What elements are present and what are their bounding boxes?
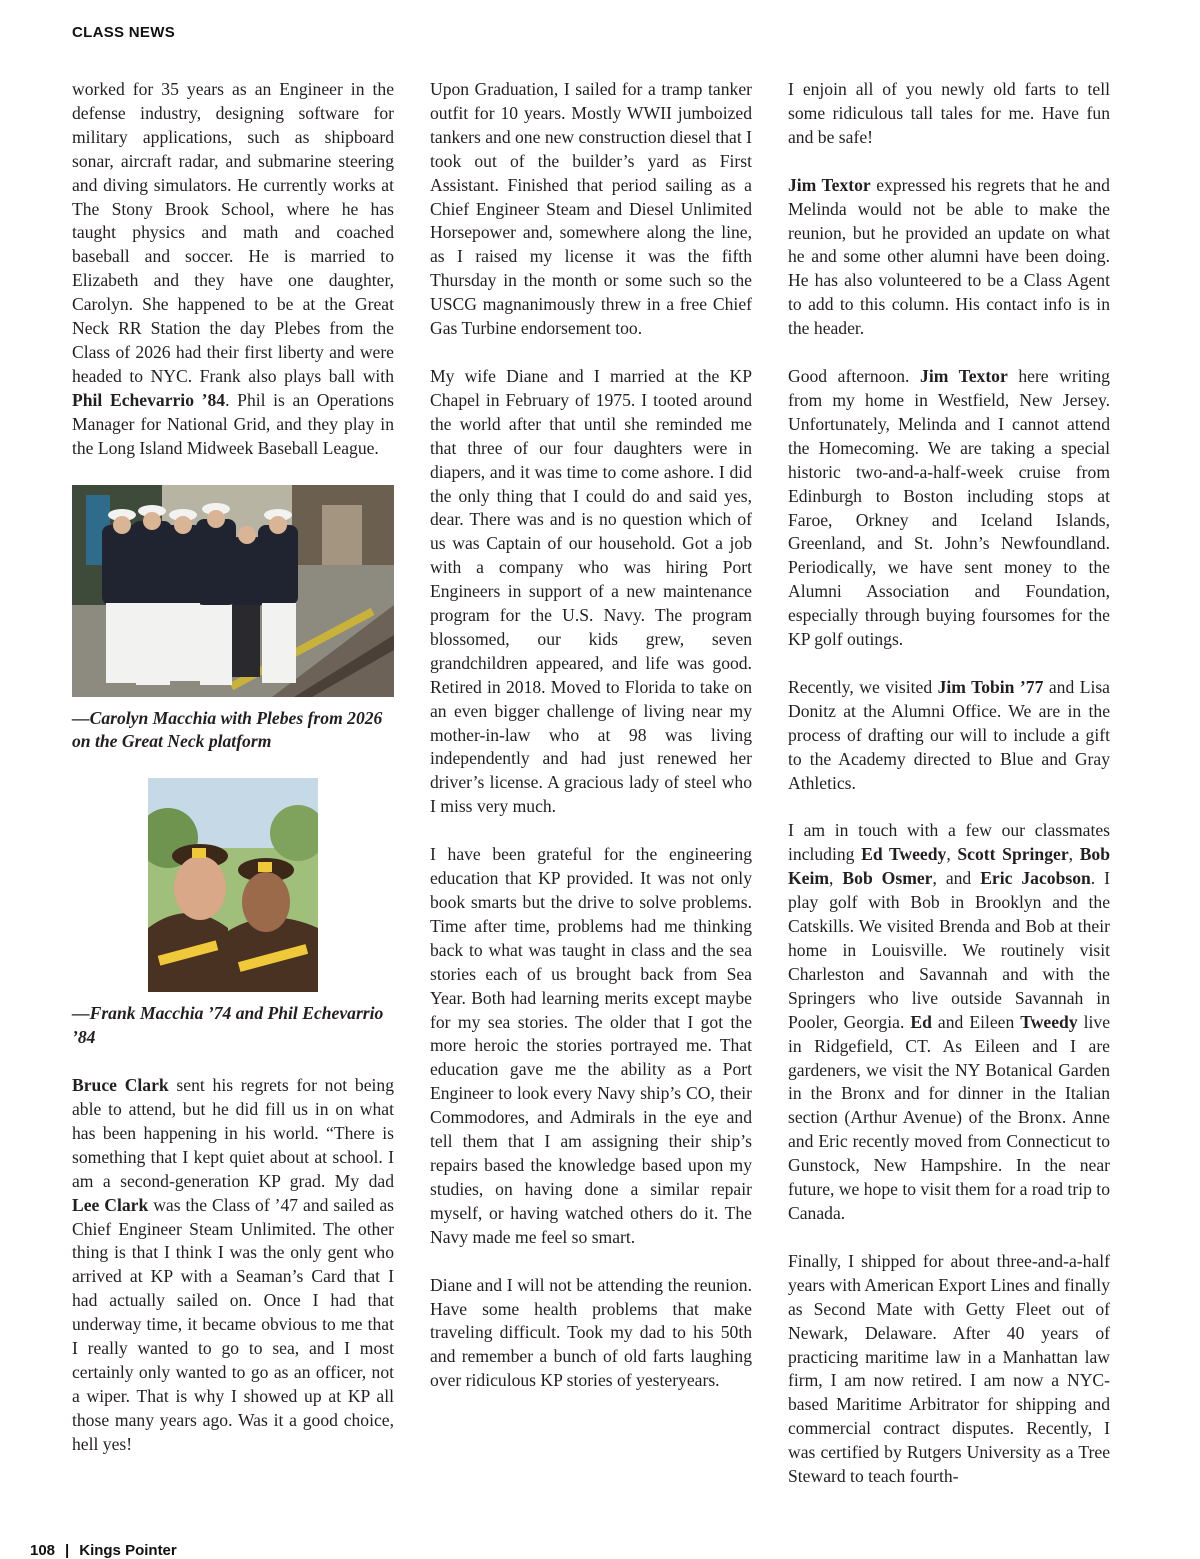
- bold-name: Lee Clark: [72, 1194, 149, 1215]
- paragraph: [788, 819, 1110, 1225]
- text: Good afternoon.: [788, 366, 921, 387]
- bold-name: Bruce Clark: [72, 1075, 169, 1096]
- text: Recently, we visited: [788, 676, 938, 697]
- bold-name: Phil Echevarrio ’84: [72, 389, 226, 410]
- text: here writing from my home in Westfield, New Jersey. Unfortunately, Melinda and I cannot attend the Homecoming. We are taking a special historic two-and-a-half-week cruise from Edinburgh to Boston including stops at Faroe, Orkney and Iceland Islands, Greenland, and St. John’s Newfoundland. Periodically, we have sent money to the Alumni Association and Foundation, especially through buying foursomes for the KP golf outings.: [788, 366, 1110, 650]
- paragraph: [72, 78, 394, 461]
- paragraph: My wife Diane and I married at the KP Chapel in February of 1975. I tooted around the world after that until she reminded me that three of our four daughters were in diapers, and it was time to come ashore. I did the only thing that I could do and said yes, dear. There was and is no question which of us was Captain of our household. Got a job with a company who was hiring Port Engineers in support of a new maintenance program for the U.S. Navy. The program blossomed, our kids grew, seven grandchildren appeared, and life was good. Retired in 2018. Moved to Florida to take on an even bigger challenge of living near my mother-in-law who at 98 was living independently and had just renewed her driver’s license. A gracious lady of steel who I miss very much.: [430, 365, 752, 817]
- paragraph: I have been grateful for the engineering education that KP provided. It was not only book smarts but the drive to solve problems. Time after time, problems had me thinking back to what was taught in class and the sea stories each of us brought back from Sea Year. Both had learning merits except maybe for my sea stories. The older that I got the more heroic the stories portrayed me. That education gave me the ability as a Port Engineer to look every Navy ship’s CO, their Commodores, and Admirals in the eye and tell them that I am assigning their ship’s repairs based the knowledge based upon my studies, on having done a similar repair myself, or having watched others do it. The Navy made me feel so smart.: [430, 844, 752, 1247]
- text: sent his regrets for not being able to attend, but he did fill us in on what has been happening in his world. “There is something that I kept quiet about at school. I am a second-generation KP grad. My dad: [72, 1075, 394, 1191]
- bold-name: Jim Tobin ’77: [937, 676, 1044, 697]
- photo-caption: —Frank Macchia ’74 and Phil Echevarrio ’84: [72, 1003, 384, 1048]
- text: live in Ridgefield, CT. As Eileen and I are gardeners, we visit the NY Botanical Garden in the Bronx and for dinner in the Italian section (Arthur Avenue) of the Bronx. Anne and Eric recently moved from Connecticut to Gunstock, New Hampshire. In the near future, we hope to visit them for a road trip to Canada.: [788, 1011, 1111, 1223]
- text: was the Class of ’47 and sailed as Chief Engineer Steam Unlimited. The other thing is that I think I was the only gent who arrived at KP with a Seaman’s Card that I had actually sailed on. Once I had that underway time, it became obvious to me that I really wanted to go to sea, and I most certainly only wanted to go as an officer, not a wiper. That is why I showed up at KP all those many years ago. Was it a good choice, hell yes!: [72, 1194, 394, 1454]
- text: and Lisa Donitz at the Alumni Office. We are in the process of drafting our will to include a gift to the Academy directed to Blue and Gray Athletics.: [788, 676, 1110, 793]
- column-2: [430, 78, 752, 1417]
- bold-name: Bob Osmer: [842, 868, 933, 889]
- paragraph: [788, 365, 1110, 652]
- bold-name: Eric Jacobson: [980, 868, 1091, 889]
- paragraph: [788, 174, 1110, 341]
- paragraph: Diane and I will not be attending the reunion. Have some health problems that make traveling difficult. Took my dad to his 50th and remember a bunch of old farts laughing over ridiculous KP stories of yesteryears.: [430, 1274, 752, 1391]
- photo-padres-image: [148, 778, 318, 992]
- bold-name: Jim Textor: [788, 174, 871, 195]
- bold-name: Tweedy: [1020, 1011, 1078, 1032]
- column-3: [788, 78, 1110, 1513]
- text: I am in touch with a few our classmates including: [788, 820, 1110, 865]
- text: and Eileen: [931, 1011, 1021, 1032]
- text: expressed his regrets that he and Melinda would not be able to make the reunion, but he provided an update on what he and some other alumni have been doing. He has also volunteered to be a Class Agent to add to this column. His contact info is in the header.: [788, 174, 1110, 339]
- bold-name: Ed Tweedy: [861, 844, 947, 865]
- text: ,: [1068, 844, 1080, 865]
- text: ,: [829, 868, 843, 889]
- page-footer: [30, 1542, 177, 1559]
- paragraph: Upon Graduation, I sailed for a tramp tanker outfit for 10 years. Mostly WWII jumboized tankers and one new construction diesel that I took out of the builder’s yard as First Assistant. Finished that period sailing as a Chief Engineer Steam and Diesel Unlimited Horsepower and, somewhere along the line, as I raised my license it was the fifth Thursday in the month or some such so the USCG magnanimously threw in a free Chief Gas Turbine endorsement too.: [430, 79, 752, 339]
- page-number: 108: [30, 1542, 56, 1559]
- paragraph: [788, 676, 1110, 796]
- text: worked for 35 years as an Engineer in the defense industry, designing software for military applications, such as shipboard sonar, aircraft radar, and submarine steering and diving simulators. He currently works at The Stony Brook School, where he has taught physics and math and coached baseball and soccer. He is married to Elizabeth and they have one daughter, Carolyn. She happened to be at the Great Neck RR Station the day Plebes from the Class of 2026 had their first liberty and were headed to NYC. Frank also plays ball with: [72, 79, 394, 386]
- text: ,: [946, 844, 958, 865]
- paragraph: [72, 1074, 394, 1457]
- paragraph: Finally, I shipped for about three-and-a-half years with American Export Lines and finally as Second Mate with Getty Fleet out of Newark, Delaware. After 40 years of practicing maritime law in a Manhattan law firm, I am now retired. I am now a NYC-based Maritime Arbitrator for shipping and commercial contract disputes. Recently, I was certified by Rutgers University as a Tree Steward to teach fourth-: [788, 1250, 1110, 1487]
- bold-name: Scott Springer: [957, 844, 1069, 865]
- bold-name: Ed: [910, 1011, 932, 1032]
- paragraph: I enjoin all of you newly old farts to tell some ridiculous tall tales for me. Have fun and be safe!: [788, 79, 1110, 147]
- section-label: CLASS NEWS: [72, 24, 176, 41]
- bold-name: Bob Keim: [788, 844, 1111, 889]
- footer-separator: |: [65, 1542, 70, 1559]
- photo-plebes-platform: [72, 485, 394, 697]
- bold-name: Jim Textor: [920, 366, 1008, 387]
- photo-caption: —Carolyn Macchia with Plebes from 2026 on the Great Neck platform: [72, 707, 383, 752]
- text: . I play golf with Bob in Brooklyn and the Catskills. We visited Brenda and Bob at their home in Louisville. We routinely visit Charleston and Savannah and with the Springers who live outside Savannah in Pooler, Georgia.: [788, 868, 1111, 1032]
- publication-name: Kings Pointer: [79, 1542, 177, 1559]
- text: , and: [932, 868, 981, 889]
- photo-plebes-image: [72, 485, 394, 697]
- column-1: [72, 78, 394, 1481]
- text: . Phil is an Operations Manager for National Grid, and they play in the Long Island Midweek Baseball League.: [72, 389, 395, 458]
- photo-macchia-echevarrio: [148, 778, 318, 992]
